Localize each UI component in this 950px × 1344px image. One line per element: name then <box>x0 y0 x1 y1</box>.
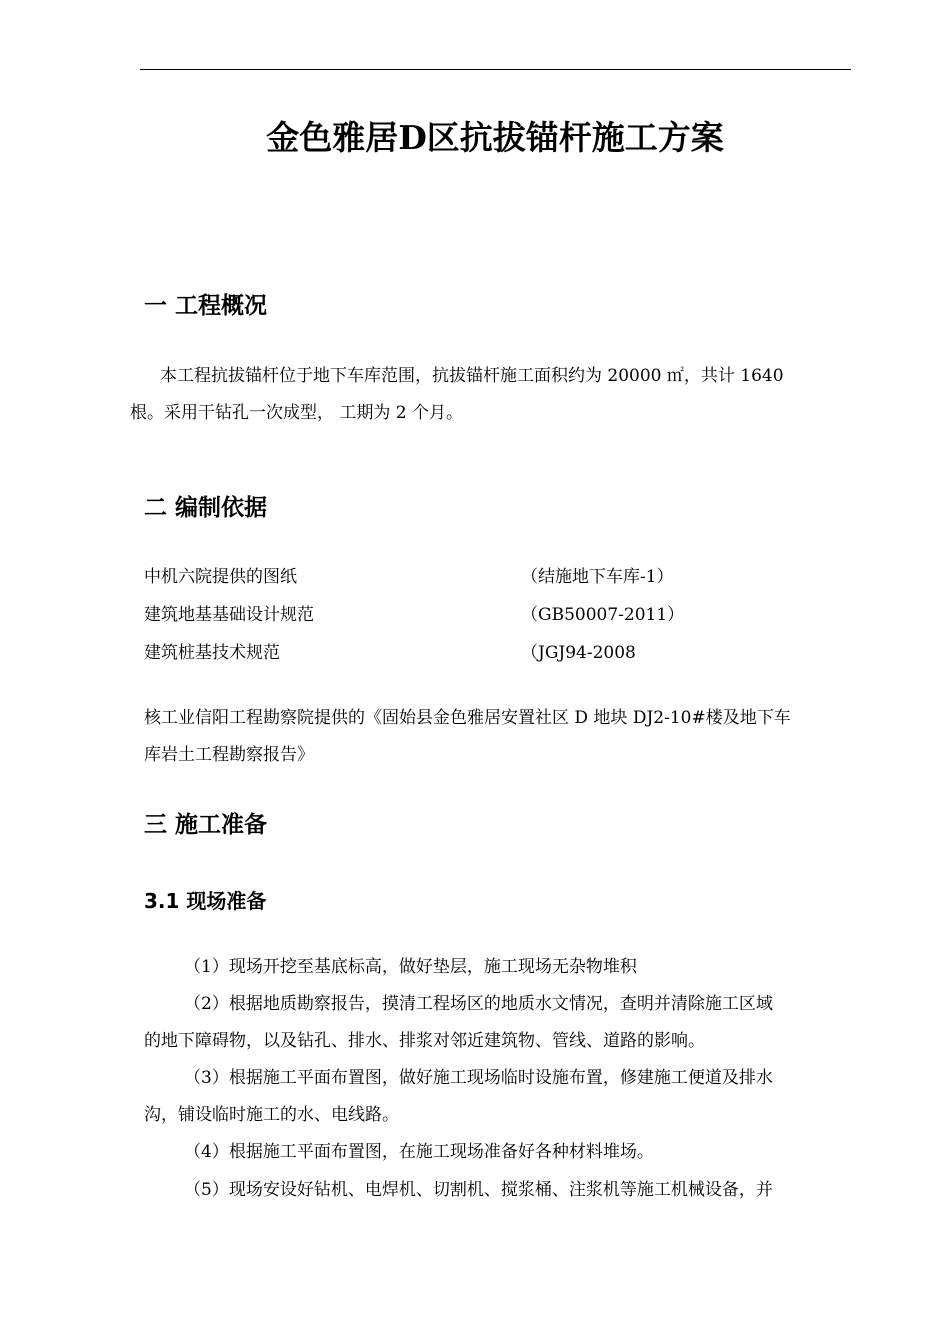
section-heading-overview: 一 工程概况 <box>144 293 268 319</box>
header-rule <box>140 69 851 70</box>
preparation-item-line: （3）根据施工平面布置图，做好施工现场临时设施布置，修建施工便道及排水 <box>184 1068 773 1088</box>
overview-paragraph-line-2: 根。采用干钻孔一次成型， 工期为 2 个月。 <box>130 403 464 423</box>
reference-code: （结施地下车库-1） <box>521 567 674 587</box>
survey-report-line-1: 核工业信阳工程勘察院提供的《固始县金色雅居安置社区 D 地块 DJ2-10#楼及地下车 <box>144 708 791 728</box>
overview-paragraph-line-1: 本工程抗拔锚杆位于地下车库范围，抗拔锚杆施工面积约为 20000 ㎡，共计 1640 <box>160 366 784 386</box>
reference-name: 建筑桩基技术规范 <box>144 643 280 663</box>
reference-name: 中机六院提供的图纸 <box>144 567 297 587</box>
preparation-item-line: （2）根据地质勘察报告，摸清工程场区的地质水文情况，查明并清除施工区域 <box>184 994 773 1014</box>
preparation-item-line: 沟，铺设临时施工的水、电线路。 <box>144 1105 399 1125</box>
section-heading-basis: 二 编制依据 <box>144 495 268 521</box>
reference-code: （JGJ94-2008 <box>521 643 636 663</box>
section-heading-preparation: 三 施工准备 <box>144 812 268 838</box>
reference-code: （GB50007-2011） <box>521 605 685 625</box>
document-title: 金色雅居D区抗拔锚杆施工方案 <box>266 118 724 157</box>
preparation-item-line: （4）根据施工平面布置图，在施工现场准备好各种材料堆场。 <box>184 1142 654 1162</box>
reference-name: 建筑地基基础设计规范 <box>144 605 314 625</box>
preparation-item-line: （5）现场安设好钻机、电焊机、切割机、搅浆桶、注浆机等施工机械设备，并 <box>184 1180 773 1200</box>
preparation-item-line: 的地下障碍物，以及钻孔、排水、排浆对邻近建筑物、管线、道路的影响。 <box>144 1031 705 1051</box>
subsection-heading-site-preparation: 3.1 现场准备 <box>144 889 267 913</box>
preparation-item-line: （1）现场开挖至基底标高，做好垫层，施工现场无杂物堆积 <box>184 957 637 977</box>
survey-report-line-2: 库岩土工程勘察报告》 <box>144 745 314 765</box>
